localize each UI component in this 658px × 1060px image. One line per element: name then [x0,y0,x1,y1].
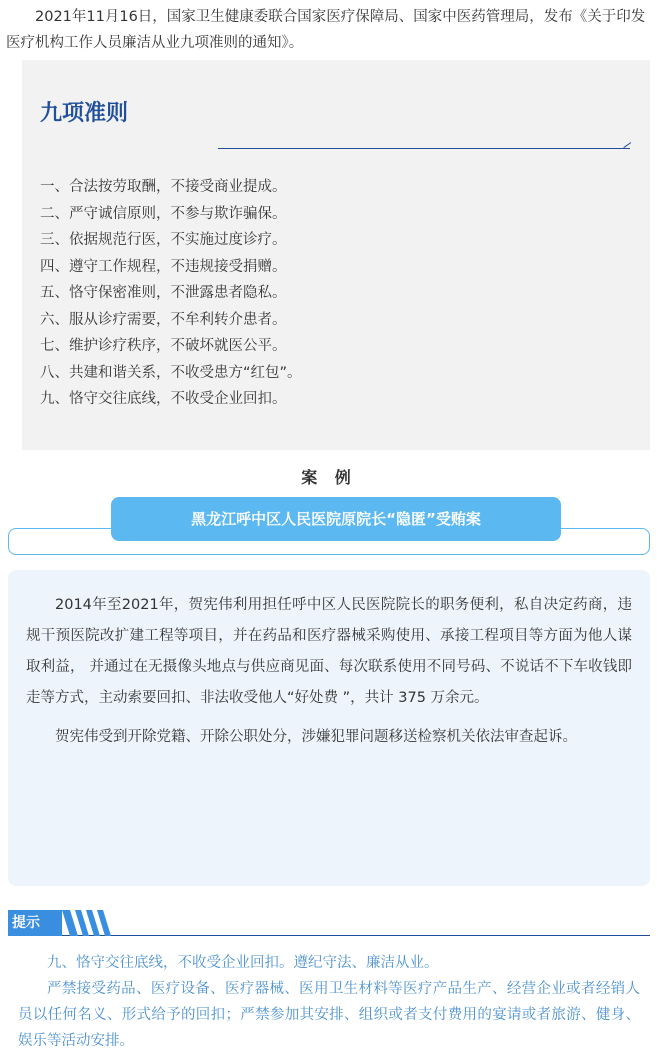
rule-item: 八、共建和谐关系，不收受患方“红包”。 [40,364,302,381]
tip-header-bar [8,910,650,936]
case-banner-title: 黑龙江呼中区人民医院原院长“隐匿”受贿案 [111,497,561,541]
case-content-box [8,570,650,886]
rules-title-underline [218,148,630,149]
rule-item: 一、合法按劳取酬，不接受商业提成。 [40,179,287,195]
rules-box [22,60,650,450]
rule-item: 三、依据规范行医，不实施过度诊疗。 [40,232,287,248]
rules-title: 九项准则 [40,101,129,126]
case-paragraph: 贺宪伟受到开除党籍、开除公职处分，涉嫌犯罪问题移送检察机关依法审查起诉。 [55,729,577,745]
intro-paragraph: 2021年11月16日，国家卫生健康委联合国家医疗保障局、国家中医药管理局，发布《关于印发医疗机构工作人员廉洁从业九项准则的通知》。 [6,9,646,51]
case-section-label: 案 例 [301,468,357,487]
case-paragraph: 2014年至2021年，贺宪伟利用担任呼中区人民医院院长的职务便利，私自决定药商，违规干预医院改扩建工程等项目，并在药品和医疗器械采购使用、承接工程项目等方面为他人谋取利益， 并通过在无摄像头地点与供应商见面、每次联系使用不同号码、不说话不下车收钱即走等方式，主动索要回扣、非法收受他人“好处费 ”，共计 375 万余元。 [26,597,632,706]
rule-item: 五、恪守保密准则，不泄露患者隐私。 [40,285,287,301]
rule-item: 二、严守诚信原则，不参与欺诈骗保。 [40,205,287,222]
tip-label: 提示 [8,910,62,936]
tip-stripes-decoration [62,910,122,936]
rule-item: 七、维护诊疗秩序，不破坏就医公平。 [40,338,287,354]
rule-item: 四、遵守工作规程，不违规接受捐赠。 [40,258,287,275]
tip-content [18,950,640,1054]
tip-paragraph: 九、恪守交往底线，不收受企业回扣。遵纪守法、廉洁从业。 [47,955,439,971]
rule-item: 九、恪守交往底线，不收受企业回扣。 [40,391,287,407]
rules-list [40,174,302,413]
tip-paragraph: 严禁接受药品、医疗设备、医疗器械、医用卫生材料等医疗产品生产、经营企业或者经销人员以任何名义、形式给予的回扣；严禁参加其安排、组织或者支付费用的宴请或者旅游、健身、娱乐等活动安排。 [18,981,640,1049]
rule-item: 六、服从诊疗需要，不牟利转介患者。 [40,311,287,328]
